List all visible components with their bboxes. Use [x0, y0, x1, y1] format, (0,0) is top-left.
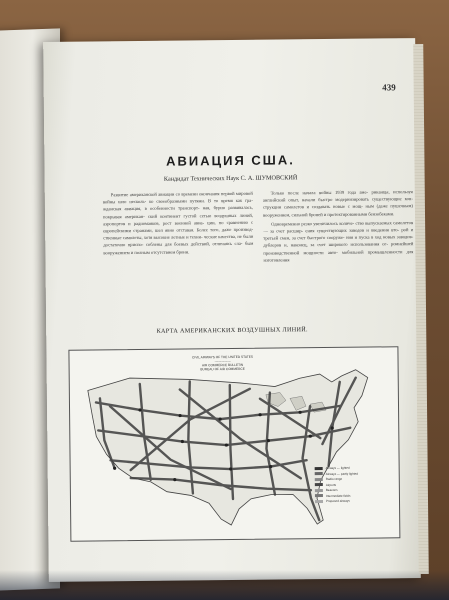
legend-swatch	[315, 483, 323, 486]
legend-row	[315, 471, 389, 476]
legend-row	[315, 487, 389, 492]
map-legend	[315, 465, 389, 504]
legend-label: Airways — lighted	[325, 465, 350, 471]
text-column-right	[263, 188, 414, 266]
legend-label: Airports	[325, 482, 337, 487]
legend-label: Proposed airways	[325, 498, 350, 504]
text-column-left	[103, 190, 254, 258]
paragraph: Только после начала войны 1939 года аме- риканцы, используя английский опыт, начали быстро модернизировать существующие кон- струкции самолетов и создавать новые с мощ- ным (даже пушечным) вооружением, сильной броней и протектированными бензобаками.	[262, 189, 413, 218]
paragraph: Развитие американской авиации со времени окончания первой мировой войны шло несколь- ко своеобразными путями. В то время как гра- жданская авиация, в особенности транспорт- ная, бурно развивалась, покрывая американ- ский континент густой сетью воздушных линий, аэропортов и радиомаяков, рост военной авиа- ции, по сравнению с европейскими странами, шел явно отставая. Более того, даже производ- ственные самолеты, хотя высокие летные и техни- ческие качества, не были достаточно приспо- соблены для боевых действий, отличаясь сла- бым вооружением и полным отсутствием брони.	[102, 190, 254, 255]
legend-swatch	[315, 489, 323, 492]
map-heading-line: BUREAU OF AIR COMMERCE	[200, 366, 245, 372]
legend-swatch	[315, 467, 323, 470]
legend-swatch	[315, 494, 323, 497]
us-map-illustration	[69, 347, 399, 540]
map-heading-line: —————	[214, 359, 231, 364]
legend-swatch	[315, 500, 323, 503]
airways-map	[68, 346, 400, 541]
author-byline: Кандидат Технических Наук С. А. ШУМОВСКИЙ	[163, 174, 298, 183]
legend-swatch	[315, 472, 323, 475]
legend-row	[315, 498, 389, 503]
page-number: 439	[382, 82, 396, 93]
legend-label: Beacons	[325, 487, 338, 493]
legend-swatch	[315, 478, 323, 481]
map-heading-line: CIVIL AIRWAYS OF THE UNITED STATES	[192, 354, 253, 360]
map-heading-line: AIR COMMERCE BULLETIN	[201, 362, 244, 368]
legend-label: Airways — partly lighted	[325, 471, 358, 476]
legend-row	[315, 493, 389, 498]
paragraph: Одновременно резко увеличилось количе- ство выпускаемых самолетов — за счет расшир- ения существующих заводов и введения вто- рой и третьей смен, за счет быстрого сооруже- ния и пуска в ход новых заводов-дублеров и, наконец, за счет широкого использования ог- ромнейшей производственной мощности авто- мобильной промышленности для изготовления	[263, 219, 414, 263]
article-title: АВИАЦИЯ США.	[165, 152, 295, 169]
map-caption: КАРТА АМЕРИКАНСКИХ ВОЗДУШНЫХ ЛИНИЙ.	[156, 326, 308, 335]
legend-label: Intermediate fields	[325, 493, 351, 498]
map-heading	[181, 355, 263, 372]
bottom-shadow	[0, 570, 449, 600]
book-page	[43, 38, 421, 582]
legend-row	[315, 476, 389, 481]
legend-label: Radio range	[325, 476, 343, 482]
legend-row	[315, 482, 389, 487]
legend-row	[315, 465, 389, 470]
